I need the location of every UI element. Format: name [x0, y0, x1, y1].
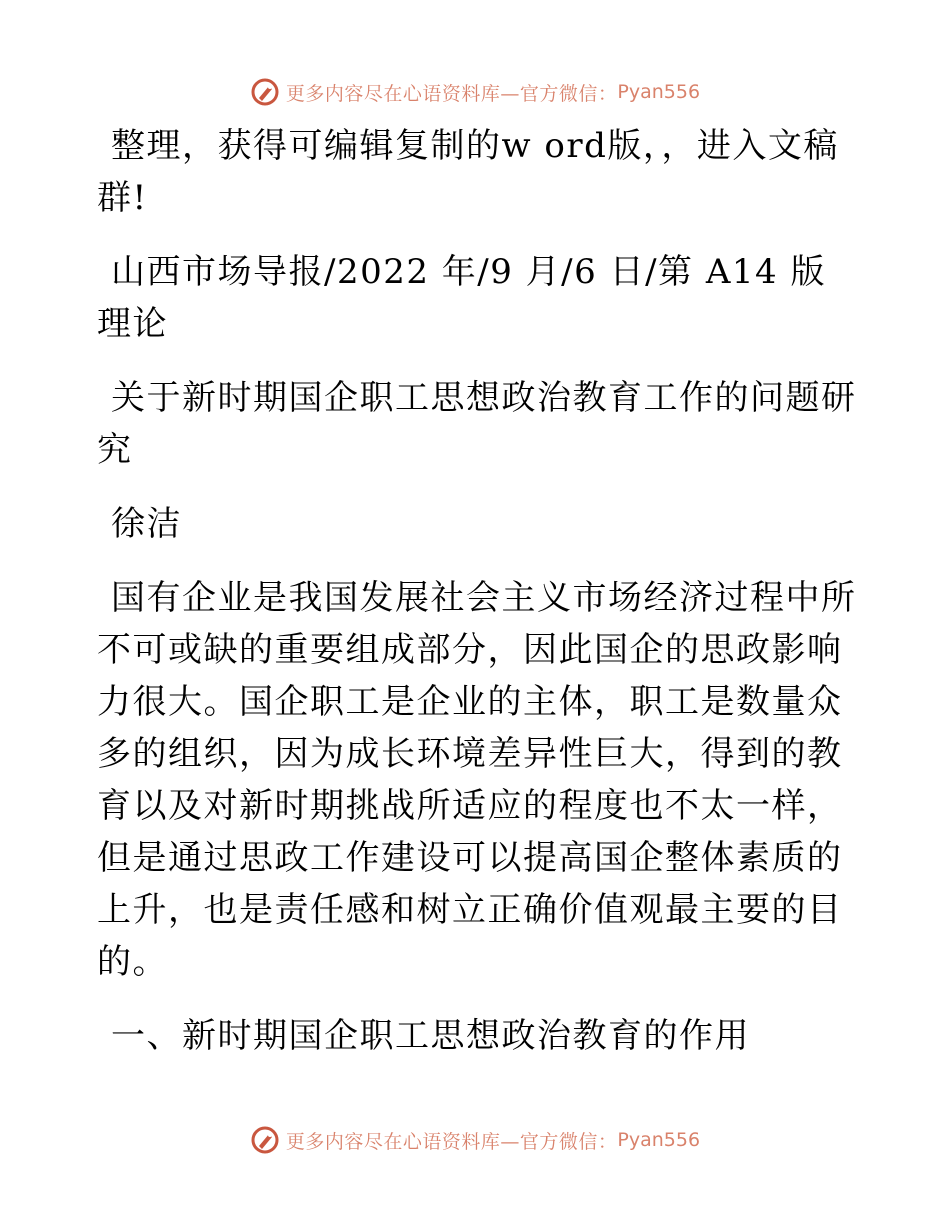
footer-banner-text: 更多内容尽在心语资料库—官方微信： — [285, 1130, 618, 1153]
body-paragraph: 国有企业是我国发展社会主义市场经济过程中所不可或缺的重要组成部分，因此国企的思政影响力很大。国企职工是企业的主体，职工是数量众多的组织，因为成长环境差异性巨大，得到的教育以及对新时期挑战所适应的程度也不太一样，但是通过思政工作建设可以提高国企整体素质的上升，也是责任感和树立正确价值观最主要的目的。 — [97, 578, 857, 982]
footer-banner — [0, 1120, 950, 1160]
pen-nib-logo-icon — [250, 77, 280, 107]
article-title: 关于新时期国企职工思想政治教育工作的问题研究 — [97, 378, 857, 470]
author-name: 徐洁 — [111, 504, 182, 544]
document-body — [97, 120, 857, 1062]
intro-note: 整理，获得可编辑复制的w ord版，，进入文稿群! — [97, 126, 839, 218]
pen-nib-logo-icon — [250, 1125, 280, 1155]
header-banner — [0, 72, 950, 112]
source-line: 山西市场导报/2022 年/9 月/6 日/第 A14 版理论 — [97, 252, 826, 344]
footer-banner-id: Pyan556 — [617, 1129, 701, 1151]
header-banner-text: 更多内容尽在心语资料库—官方微信： — [285, 82, 618, 105]
section-heading: 一、新时期国企职工思想政治教育的作用 — [111, 1016, 750, 1056]
header-banner-id: Pyan556 — [617, 81, 701, 103]
